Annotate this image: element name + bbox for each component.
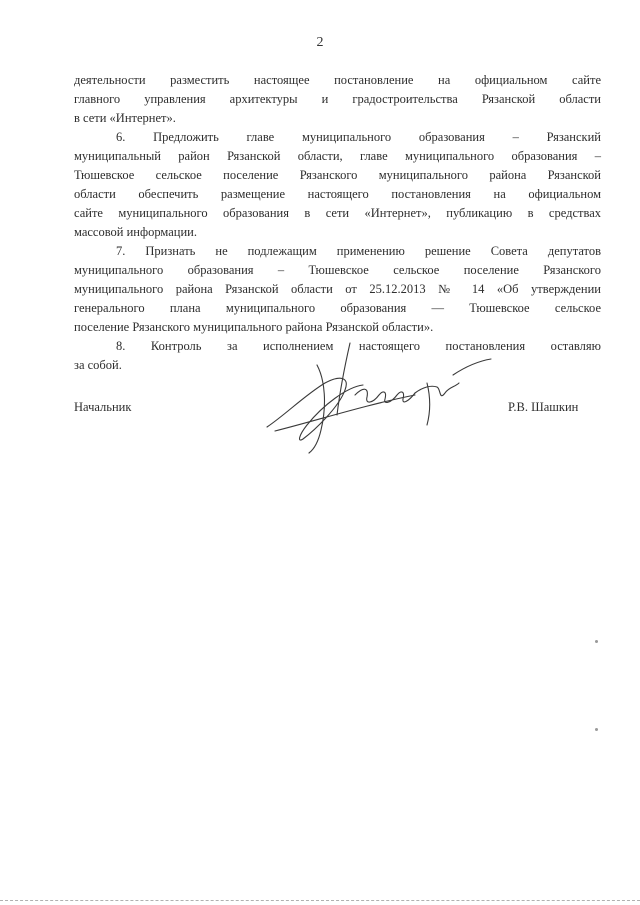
text-line: сайте муниципального образования в сети «Интернет», публикацию в средствах xyxy=(74,206,601,220)
text-line: области обеспечить размещение настоящего постановления на официальном xyxy=(74,187,601,201)
text-line: массовой информации. xyxy=(74,225,197,239)
paragraph-6-start: 6. Предложить главе муниципального образования – Рязанский xyxy=(116,130,601,144)
page-number: 2 xyxy=(316,35,324,50)
text-line: генерального плана муниципального образования — Тюшевское сельское xyxy=(74,301,601,315)
text-line: поселение Рязанского муниципального района Рязанской области». xyxy=(74,320,434,334)
paragraph-8-start: 8. Контроль за исполнением настоящего постановления оставляю xyxy=(116,339,601,353)
signatory-name: Р.В. Шашкин xyxy=(508,400,579,414)
text-line: Тюшевское сельское поселение Рязанского муниципального района Рязанской xyxy=(74,168,601,182)
text-line: муниципальный район Рязанской области, главе муниципального образования – xyxy=(74,149,601,163)
signatory-position: Начальник xyxy=(74,400,132,414)
text-line: муниципального района Рязанской области от 25.12.2013 № 14 «Об утверждении xyxy=(74,282,601,296)
text-line: деятельности разместить настоящее постановление на официальном сайте xyxy=(74,73,601,87)
text-line: в сети «Интернет». xyxy=(74,111,176,125)
text-line: главного управления архитектуры и градостроительства Рязанской области xyxy=(74,92,601,106)
text-line: муниципального образования – Тюшевское сельское поселение Рязанского xyxy=(74,263,601,277)
page-bottom-edge xyxy=(0,900,640,901)
scan-speck xyxy=(595,640,598,643)
text-line: за собой. xyxy=(74,358,122,372)
handwritten-signature xyxy=(255,335,500,460)
paragraph-7-start: 7. Признать не подлежащим применению решение Совета депутатов xyxy=(116,244,601,258)
scan-speck xyxy=(595,728,598,731)
